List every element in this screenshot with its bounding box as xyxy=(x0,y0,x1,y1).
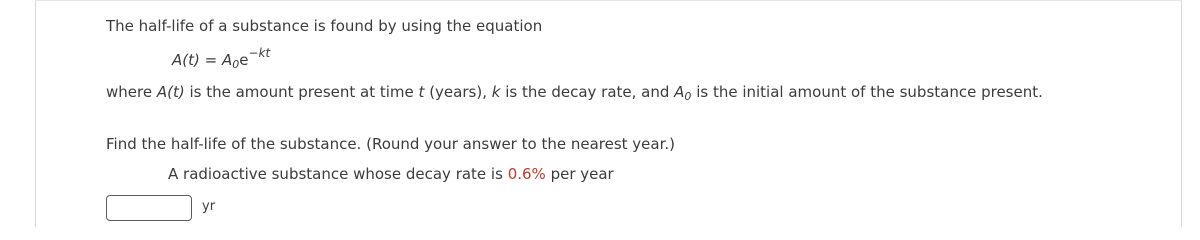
where-part: is the initial amount of the substance present. xyxy=(691,83,1043,101)
answer-input[interactable] xyxy=(106,195,192,221)
intro-text: The half-life of a substance is found by using the equation xyxy=(106,17,543,35)
where-part: (years), xyxy=(424,83,492,101)
where-initial-subscript: 0 xyxy=(684,90,692,103)
where-rate-var: k xyxy=(491,83,501,101)
equation-lhs: A(t) xyxy=(172,51,200,69)
problem-statement xyxy=(168,164,614,184)
where-time-var: t xyxy=(418,83,425,101)
equation-equals: = xyxy=(204,51,218,69)
where-text xyxy=(106,82,1043,104)
panel-left-border xyxy=(35,0,36,227)
equation-exp-base: e xyxy=(239,51,249,69)
problem-text: per year xyxy=(545,165,614,183)
where-part: is the amount present at time xyxy=(184,83,419,101)
where-part: where xyxy=(106,83,157,101)
answer-unit-label: yr xyxy=(202,199,216,214)
equation-exponent: −kt xyxy=(248,46,271,60)
where-amount-var: A(t) xyxy=(156,83,185,101)
equation-base-subscript: 0 xyxy=(232,58,240,71)
where-initial-var: A xyxy=(674,83,685,101)
equation-base: A xyxy=(222,51,233,69)
where-part: is the decay rate, and xyxy=(500,83,675,101)
decay-rate-value: 0.6% xyxy=(507,165,546,183)
panel-right-border xyxy=(1181,0,1182,227)
problem-text: A radioactive substance whose decay rate is xyxy=(168,165,508,183)
half-life-equation xyxy=(172,46,271,72)
instruction-text: Find the half-life of the substance. (Round your answer to the nearest year.) xyxy=(106,135,675,153)
panel-top-border xyxy=(35,0,1182,1)
